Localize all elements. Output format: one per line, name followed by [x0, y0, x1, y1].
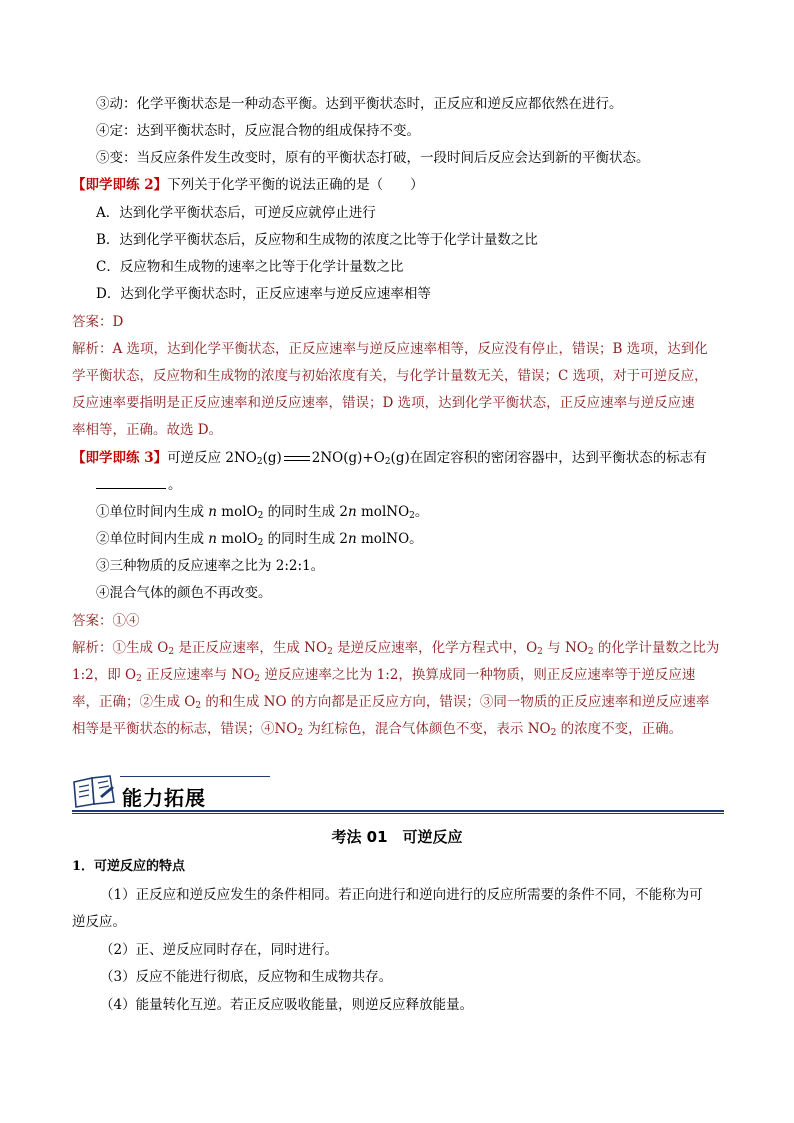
point-line: 逆反应。: [72, 914, 126, 930]
practice2-option-a: A．达到化学平衡状态后，可逆反应就停止进行: [96, 205, 376, 221]
practice2-analysis-line: 解析：A 选项，达到化学平衡状态，正反应速率与逆反应速率相等，反应没有停止，错误；B 选项，达到化: [72, 341, 708, 357]
practice2-question: [72, 176, 424, 194]
point-line: （2）正、逆反应同时存在，同时进行。: [100, 942, 339, 958]
banner-rule: [72, 810, 724, 812]
equilibrium-arrow-icon: [284, 454, 310, 464]
point-line: （1）正反应和逆反应发生的条件相同。若正向进行和逆向进行的反应所需要的条件不同，不能称为可: [100, 887, 703, 903]
practice2-tag: 【即学即练 2】: [72, 177, 168, 193]
practice3-item-2: ②单位时间内生成 n molO$_2$ 的同时生成 2n molNO。: [96, 531, 423, 548]
practice3-analysis-line: 率，正确；②生成 $O_2$ 的和生成 NO 的方向都是正反应方向，错误；③同一物质的正反应速率和逆反应速率: [72, 694, 710, 711]
paragraph-change: ⑤变：当反应条件发生改变时，原有的平衡状态打破，一段时间后反应会达到新的平衡状态。: [96, 150, 650, 166]
practice2-question-text: 下列关于化学平衡的说法正确的是（ ）: [167, 177, 424, 193]
section-heading: 1．可逆反应的特点: [72, 859, 186, 874]
practice3-item-4: ④混合气体的颜色不再改变。: [96, 585, 272, 601]
practice3-analysis-line: 相等是平衡状态的标志，错误；$④NO_2$ 为红棕色，混合气体颜色不变，表示 $NO_2$ 的浓度不变，正确。: [72, 721, 683, 738]
method-title: 考法 01 可逆反应: [331, 828, 463, 846]
practice3-item-3: ③三种物质的反应速率之比为 2:2:1。: [96, 558, 325, 574]
fill-blank[interactable]: [96, 476, 166, 489]
practice2-option-b: B．达到化学平衡状态后，反应物和生成物的浓度之比等于化学计量数之比: [96, 232, 538, 248]
paragraph-fixed: ④定：达到平衡状态时，反应混合物的组成保持不变。: [96, 123, 420, 139]
practice3-analysis-line: 解析：①生成 $O_2$ 是正反应速率，生成 $NO_2$ 是逆反应速率，化学方程式中，$O_2$ 与 $NO_2$ 的化学计量数之比为: [72, 640, 720, 657]
practice3-item-1: ①单位时间内生成 n molO$_2$ 的同时生成 2n molNO$_2$。: [96, 504, 429, 521]
practice3-answer: 答案：①④: [72, 613, 140, 629]
practice3-answer-blank: 。: [96, 476, 182, 494]
practice2-analysis-line: 学平衡状态，反应物和生成物的浓度与初始浓度有关，与化学计量数无关，错误；C 选项，对于可逆反应，: [72, 368, 708, 384]
point-line: （3）反应不能进行彻底，反应物和生成物共存。: [100, 969, 393, 985]
practice3-question: 【即学即练 3】可逆反应 $2NO_2(g)$ $2NO(g)+O_2(g)$在固定容积的密闭容器中，达到平衡状态的标志有: [72, 450, 707, 467]
practice2-option-d: D．达到化学平衡状态时，正反应速率与逆反应速率相等: [96, 286, 431, 302]
practice2-answer: 答案：D: [72, 314, 124, 330]
banner-top-line: [120, 776, 270, 777]
practice3-tag: 【即学即练 3】: [72, 450, 168, 466]
practice2-analysis-line: 反应速率要指明是正反应速率和逆反应速率，错误；D 选项，达到化学平衡状态，正反应速率与逆反应速: [72, 395, 695, 411]
practice2-analysis-line: 率相等，正确。故选 D。: [72, 422, 223, 438]
point-line: （4）能量转化互逆。若正反应吸收能量，则逆反应释放能量。: [100, 997, 474, 1013]
banner-rule-thin: [72, 813, 724, 814]
practice3-analysis-line: 1:2，即 $O_2$ 正反应速率与 $NO_2$ 逆反应速率之比为 1:2，换算成同一种物质，则正反应速率等于逆反应速: [72, 667, 696, 684]
paragraph-dynamic: ③动：化学平衡状态是一种动态平衡。达到平衡状态时，正反应和逆反应都依然在进行。: [96, 96, 623, 112]
section-banner: [72, 772, 724, 814]
banner-title: 能力拓展: [122, 786, 206, 810]
open-book-icon: [72, 774, 116, 808]
practice2-option-c: C．反应物和生成物的速率之比等于化学计量数之比: [96, 259, 404, 275]
